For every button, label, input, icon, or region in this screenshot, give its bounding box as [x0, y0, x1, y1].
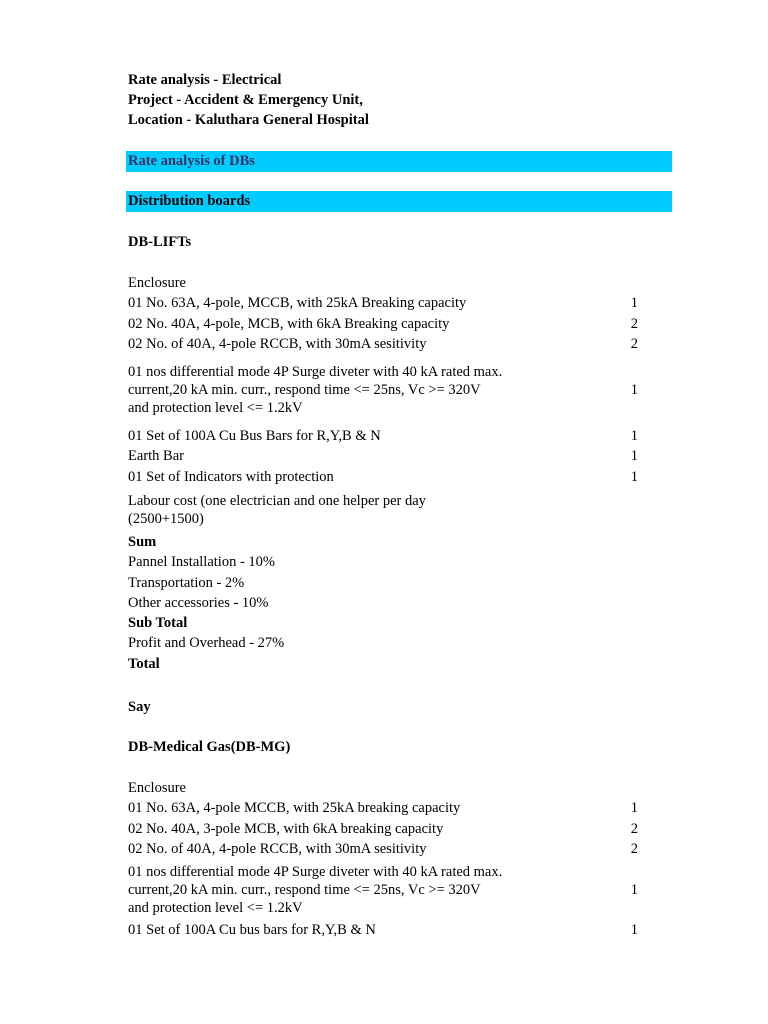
header-title: Rate analysis - Electrical [128, 72, 282, 88]
surge-line: current,20 kA min. curr., respond time <= 25ns, Vc >= 320V [128, 382, 481, 398]
surge-line: and protection level <= 1.2kV [128, 900, 303, 916]
db-lifts-total: Total [128, 656, 160, 672]
distribution-boards-heading: Distribution boards [128, 193, 251, 209]
db-lifts-labour [128, 492, 568, 528]
labour-line: Labour cost (one electrician and one helper per day [128, 493, 426, 509]
db-lifts-item-desc: 02 No. 40A, 4-pole, MCB, with 6kA Breaking capacity [128, 316, 450, 332]
db-lifts-item-qty: 1 [630, 428, 638, 444]
db-mg-item-qty: 1 [630, 800, 638, 816]
db-lifts-item-desc: 01 No. 63A, 4-pole, MCCB, with 25kA Breaking capacity [128, 295, 467, 311]
header-project: Project - Accident & Emergency Unit, [128, 92, 363, 108]
db-lifts-item-qty: 1 [630, 448, 638, 464]
db-lifts-title: DB-LIFTs [128, 234, 192, 250]
db-lifts-item-qty: 1 [630, 469, 638, 485]
db-mg-item-desc: 01 No. 63A, 4-pole MCCB, with 25kA breaking capacity [128, 800, 461, 816]
db-lifts-enclosure: Enclosure [128, 275, 186, 291]
db-mg-item-qty: 2 [630, 821, 638, 837]
db-lifts-item-desc: 01 Set of Indicators with protection [128, 469, 334, 485]
distribution-boards-band [126, 191, 672, 212]
db-lifts-say: Say [128, 699, 151, 715]
surge-line: current,20 kA min. curr., respond time <= 25ns, Vc >= 320V [128, 882, 481, 898]
db-lifts-surge-qty: 1 [630, 382, 638, 398]
surge-line: and protection level <= 1.2kV [128, 400, 303, 416]
db-lifts-profit-overhead: Profit and Overhead - 27% [128, 635, 285, 651]
rate-analysis-heading: Rate analysis of DBs [128, 153, 255, 169]
db-lifts-surge-desc [128, 363, 568, 417]
db-lifts-sum: Sum [128, 534, 157, 550]
db-mg-surge-desc [128, 863, 568, 917]
labour-line: (2500+1500) [128, 511, 204, 527]
db-lifts-other-accessories: Other accessories - 10% [128, 595, 269, 611]
db-mg-title: DB-Medical Gas(DB-MG) [128, 739, 291, 755]
db-mg-item-qty: 2 [630, 841, 638, 857]
db-lifts-item-qty: 2 [630, 336, 638, 352]
surge-line: 01 nos differential mode 4P Surge diveter with 40 kA rated max. [128, 364, 503, 380]
db-mg-item-qty: 1 [630, 922, 638, 938]
db-mg-enclosure: Enclosure [128, 780, 186, 796]
db-lifts-transportation: Transportation - 2% [128, 575, 245, 591]
surge-line: 01 nos differential mode 4P Surge diveter with 40 kA rated max. [128, 864, 503, 880]
header-location: Location - Kaluthara General Hospital [128, 112, 369, 128]
db-lifts-item-qty: 1 [630, 295, 638, 311]
db-lifts-subtotal: Sub Total [128, 615, 188, 631]
db-mg-item-desc: 01 Set of 100A Cu bus bars for R,Y,B & N [128, 922, 376, 938]
rate-analysis-band [126, 151, 672, 172]
db-mg-item-desc: 02 No. of 40A, 4-pole RCCB, with 30mA sesitivity [128, 841, 427, 857]
db-lifts-item-desc: Earth Bar [128, 448, 184, 464]
db-mg-surge-qty: 1 [630, 882, 638, 898]
db-lifts-item-desc: 02 No. of 40A, 4-pole RCCB, with 30mA sesitivity [128, 336, 427, 352]
db-lifts-pannel-installation: Pannel Installation - 10% [128, 554, 275, 570]
db-lifts-item-qty: 2 [630, 316, 638, 332]
db-lifts-item-desc: 01 Set of 100A Cu Bus Bars for R,Y,B & N [128, 428, 381, 444]
db-mg-item-desc: 02 No. 40A, 3-pole MCB, with 6kA breaking capacity [128, 821, 444, 837]
